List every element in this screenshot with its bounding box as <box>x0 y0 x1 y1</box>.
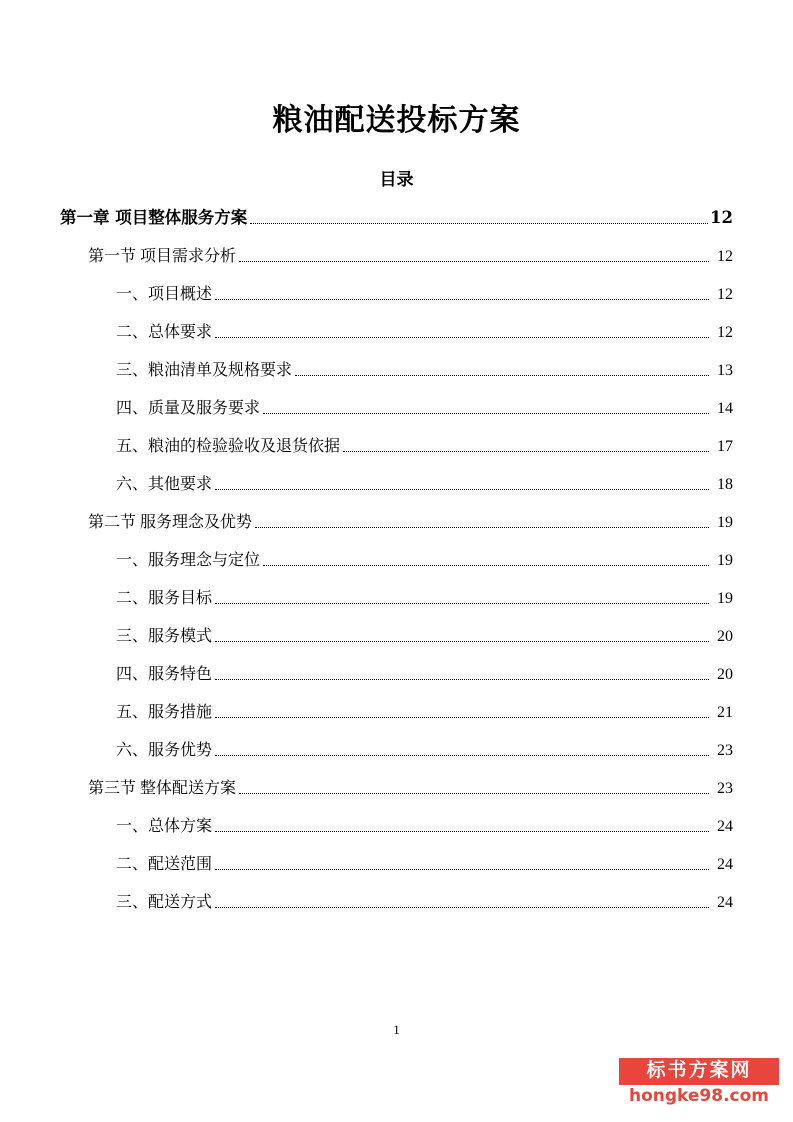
toc-entry-label: 三、配送方式 <box>116 893 213 911</box>
toc-entry[interactable] <box>60 249 733 265</box>
toc-entry-page-number: 24 <box>717 893 733 911</box>
toc-leader-dots <box>239 792 709 794</box>
toc-entry-page-number: 14 <box>717 399 733 417</box>
toc-entry-label: 三、粮油清单及规格要求 <box>116 361 293 379</box>
toc-leader-dots <box>215 754 709 756</box>
toc-entry[interactable] <box>60 667 733 683</box>
toc-entry-label: 第一章 项目整体服务方案 <box>60 208 248 227</box>
toc-entry-page-number: 12 <box>717 285 733 303</box>
toc-entry-page-number: 19 <box>717 513 733 531</box>
toc-entry[interactable] <box>60 743 733 759</box>
toc-entry[interactable] <box>60 591 733 607</box>
toc-entry-label: 第一节 项目需求分析 <box>88 247 237 265</box>
toc-leader-dots <box>295 374 709 376</box>
toc-entry-label: 五、粮油的检验验收及退货依据 <box>116 437 341 455</box>
toc-entry-page-number: 19 <box>717 589 733 607</box>
toc-entry-page-number: 24 <box>717 855 733 873</box>
toc-leader-dots <box>215 906 709 908</box>
toc-entry[interactable] <box>60 819 733 835</box>
toc-entry-label: 四、质量及服务要求 <box>116 399 261 417</box>
toc-entry[interactable] <box>60 325 733 341</box>
toc-entry-page-number: 12 <box>717 247 733 265</box>
toc-entry[interactable] <box>60 515 733 531</box>
watermark <box>619 1058 779 1106</box>
toc-entry[interactable] <box>60 477 733 493</box>
toc-entry[interactable] <box>60 210 733 227</box>
toc-entry[interactable] <box>60 781 733 797</box>
toc-entry-page-number: 20 <box>717 665 733 683</box>
page-title: 粮油配送投标方案 <box>272 103 521 138</box>
toc-entry[interactable] <box>60 287 733 303</box>
toc-entry-page-number: 19 <box>717 551 733 569</box>
toc-leader-dots <box>215 336 709 338</box>
toc-entry-label: 六、服务优势 <box>116 741 213 759</box>
toc-entry[interactable] <box>60 705 733 721</box>
toc-entry[interactable] <box>60 439 733 455</box>
toc-entry-page-number: 24 <box>717 817 733 835</box>
toc-entry-label: 二、总体要求 <box>116 323 213 341</box>
toc-entry[interactable] <box>60 553 733 569</box>
table-of-contents <box>60 210 733 911</box>
toc-leader-dots <box>215 298 709 300</box>
toc-leader-dots <box>215 716 709 718</box>
toc-entry-page-number: 20 <box>717 627 733 645</box>
toc-entry-label: 第二节 服务理念及优势 <box>88 513 253 531</box>
toc-leader-dots <box>263 412 709 414</box>
toc-entry-page-number: 12 <box>710 208 733 227</box>
toc-leader-dots <box>215 868 709 870</box>
toc-entry[interactable] <box>60 401 733 417</box>
toc-leader-dots <box>239 260 709 262</box>
toc-leader-dots <box>215 602 709 604</box>
toc-leader-dots <box>215 830 709 832</box>
toc-entry-page-number: 21 <box>717 703 733 721</box>
toc-entry-label: 二、配送范围 <box>116 855 213 873</box>
toc-entry[interactable] <box>60 857 733 873</box>
toc-entry-page-number: 23 <box>717 779 733 797</box>
toc-entry-label: 二、服务目标 <box>116 589 213 607</box>
toc-entry-label: 五、服务措施 <box>116 703 213 721</box>
toc-leader-dots <box>250 222 708 224</box>
toc-leader-dots <box>215 678 709 680</box>
toc-entry-page-number: 18 <box>717 475 733 493</box>
toc-leader-dots <box>215 488 709 490</box>
watermark-cn-label: 标书方案网 <box>619 1058 779 1085</box>
toc-entry[interactable] <box>60 629 733 645</box>
toc-entry-label: 六、其他要求 <box>116 475 213 493</box>
watermark-url-label: hongke98.com <box>628 1085 770 1106</box>
toc-entry-label: 第三节 整体配送方案 <box>88 779 237 797</box>
toc-entry-label: 一、总体方案 <box>116 817 213 835</box>
toc-leader-dots <box>343 450 709 452</box>
toc-entry[interactable] <box>60 895 733 911</box>
toc-leader-dots <box>255 526 709 528</box>
toc-entry-label: 一、项目概述 <box>116 285 213 303</box>
footer-page-number: 1 <box>393 1022 400 1037</box>
toc-entry-label: 四、服务特色 <box>116 665 213 683</box>
toc-entry-page-number: 23 <box>717 741 733 759</box>
toc-entry-page-number: 13 <box>717 361 733 379</box>
toc-entry-page-number: 17 <box>717 437 733 455</box>
toc-leader-dots <box>263 564 709 566</box>
toc-leader-dots <box>215 640 709 642</box>
toc-entry-page-number: 12 <box>717 323 733 341</box>
toc-entry-label: 一、服务理念与定位 <box>116 551 261 569</box>
toc-heading: 目录 <box>379 170 414 190</box>
toc-entry[interactable] <box>60 363 733 379</box>
toc-entry-label: 三、服务模式 <box>116 627 213 645</box>
